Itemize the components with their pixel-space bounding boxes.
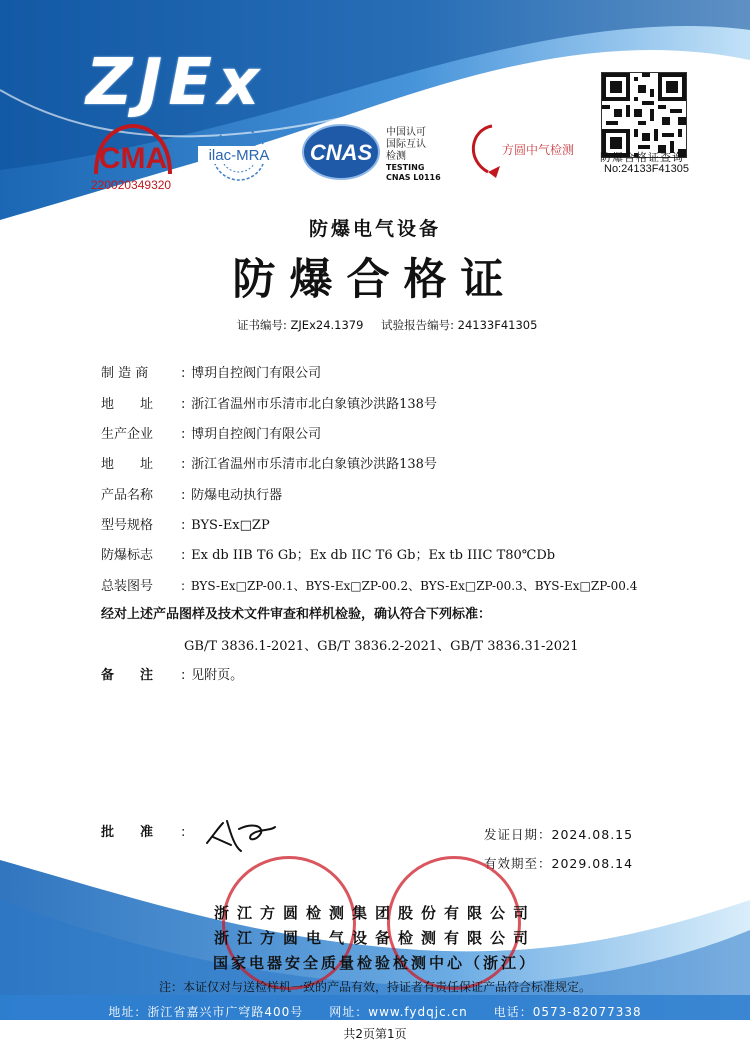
cma-mark-icon <box>92 124 174 178</box>
approver-signature <box>201 815 281 859</box>
field-value: Ex db IIB T6 Gb；Ex db IIC T6 Gb；Ex tb IIIC T80℃Db <box>191 548 556 563</box>
field-value: 博玥自控阀门有限公司 <box>191 427 322 442</box>
field-label: 生产企业 <box>101 427 154 442</box>
field-manufacturer-address: 地 址 : 浙江省温州市乐清市北白象镇沙洪路138号 <box>101 395 437 415</box>
field-label: 总装图号 <box>101 579 154 594</box>
cnas-cn-line3: 检测 <box>386 151 406 162</box>
field-producer-address: 地 址 : 浙江省温州市乐清市北白象镇沙洪路138号 <box>101 455 437 475</box>
field-ex-marking: 防爆标志 : Ex db IIB T6 Gb；Ex db IIC T6 Gb；Ex tb IIIC T80℃Db <box>101 546 555 566</box>
field-label: 地 址 <box>101 457 154 472</box>
qr-caption: 防爆合格证查询 <box>600 151 684 164</box>
field-value: 浙江省温州市乐清市北白象镇沙洪路138号 <box>191 457 437 472</box>
field-label: 地 址 <box>101 397 154 412</box>
field-label: 产品名称 <box>101 488 154 503</box>
certificate-number-line <box>237 317 551 333</box>
field-value: 博玥自控阀门有限公司 <box>191 366 322 381</box>
field-label: 制 造 商 <box>101 366 149 381</box>
ilac-mra-logo <box>196 124 282 198</box>
fangyuan-logo-text: 方圆中气检测 <box>502 143 575 157</box>
qr-number: No:24133F41305 <box>604 163 690 175</box>
fangyuan-logo <box>462 120 582 186</box>
field-producer: 生产企业 : 博玥自控阀门有限公司 <box>101 425 321 445</box>
field-drawing-numbers: 总装图号 : BYS-Ex□ZP-00.1、BYS-Ex□ZP-00.2、BYS-Ex□ZP-00.3、BYS-Ex□ZP-00.4 <box>101 576 637 596</box>
ilac-label: ilac-MRA <box>208 147 270 164</box>
cma-logo <box>92 124 174 182</box>
zjex-brand-logo: ZJEx <box>86 46 266 120</box>
cnas-testing: TESTING <box>386 163 425 172</box>
issuing-organization-3: 国家电器安全质量检验检测中心（浙江） <box>212 954 537 972</box>
field-model: 型号规格 : BYS-Ex□ZP <box>101 516 270 536</box>
approval-label: 批 准 <box>101 825 154 840</box>
qr-code[interactable] <box>601 72 687 158</box>
field-value: 浙江省温州市乐清市北白象镇沙洪路138号 <box>191 397 437 412</box>
field-label: 型号规格 <box>101 518 154 533</box>
field-label: 防爆标志 <box>101 548 154 563</box>
report-number: 试验报告编号: 24133F41305 <box>381 318 538 332</box>
field-product-name: 产品名称 : 防爆电动执行器 <box>101 486 282 506</box>
document-title: 防爆合格证 <box>232 255 518 305</box>
page-number: 共2页第1页 <box>343 1027 407 1041</box>
cnas-cn-line2: 国际互认 <box>386 139 426 150</box>
cnas-label: CNAS <box>309 140 373 165</box>
field-value: BYS-Ex□ZP <box>191 518 270 533</box>
signature-icon <box>201 815 281 855</box>
certificate-number: 证书编号: ZJEx24.1379 <box>237 318 364 332</box>
validity-note: 注：本证仅对与送检样机一致的产品有效，持证者有责任保证产品符合标准规定。 <box>158 980 591 994</box>
field-label: 备 注 <box>101 668 154 683</box>
issue-date: 发证日期：2024.08.15 <box>484 827 634 842</box>
field-value: 见附页。 <box>191 668 244 683</box>
cnas-number: CNAS L0116 <box>386 173 441 182</box>
standards-list: GB/T 3836.1-2021、GB/T 3836.2-2021、GB/T 3836.31-2021 <box>184 639 579 654</box>
field-value: 防爆电动执行器 <box>191 488 283 503</box>
svg-text:CMA: CMA <box>98 142 168 175</box>
fangyuan-mark-icon <box>462 120 582 182</box>
field-value: BYS-Ex□ZP-00.1、BYS-Ex□ZP-00.2、BYS-Ex□ZP-00.3、BYS-Ex□ZP-00.4 <box>190 579 638 593</box>
conformity-statement: 经对上述产品图样及技术文件审查和样机检验，确认符合下列标准： <box>101 607 492 622</box>
valid-until-date: 有效期至：2029.08.14 <box>484 856 634 871</box>
field-manufacturer: 制 造 商 : 博玥自控阀门有限公司 <box>101 364 321 384</box>
cma-number: 220020349320 <box>91 178 172 192</box>
issuing-organization-1: 浙江方圆检测集团股份有限公司 <box>213 904 536 922</box>
issuing-organization-2: 浙江方圆电气设备检测有限公司 <box>213 929 536 947</box>
field-remark: 备 注 : 见附页。 <box>101 666 243 686</box>
cnas-logo <box>300 122 450 188</box>
approval-row: 批 准 : <box>101 823 187 843</box>
qr-code-icon <box>602 73 686 157</box>
contact-address-line: 地址：浙江省嘉兴市广穹路400号 网址：www.fydqjc.cn 电话：0573-82077338 <box>108 1005 642 1019</box>
cnas-mark-icon <box>300 122 450 184</box>
ilac-globe-icon <box>196 124 282 194</box>
cnas-cn-line1: 中国认可 <box>386 127 426 138</box>
document-subtitle: 防爆电气设备 <box>308 218 441 240</box>
